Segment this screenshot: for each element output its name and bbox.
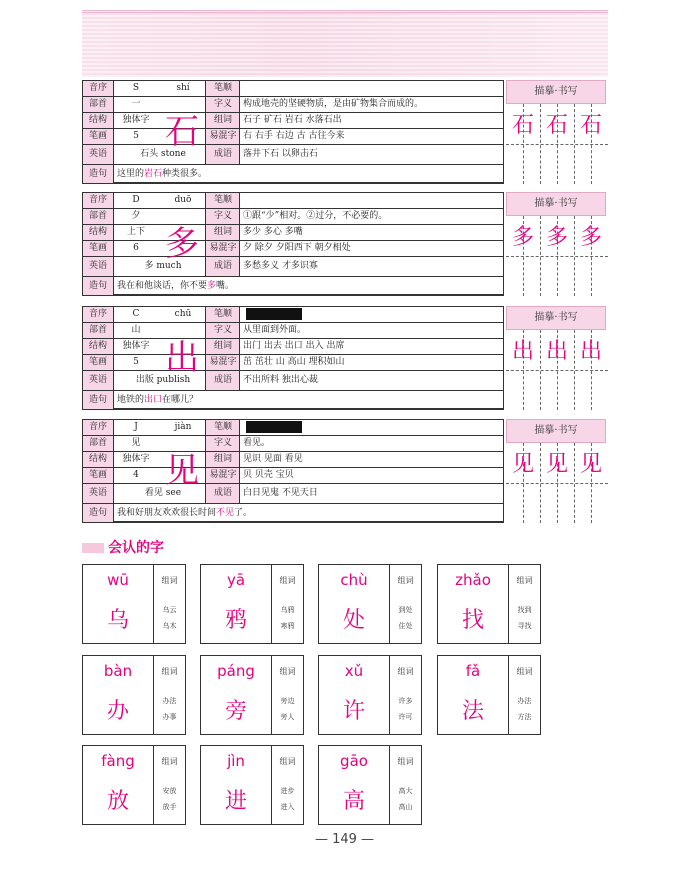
label-bishun: 笔顺 <box>205 307 240 322</box>
label-yinxu: 音序 <box>83 193 113 208</box>
char-info-table <box>82 80 504 184</box>
chengyu-value: 不出所料 独出心裁 <box>239 371 505 390</box>
bihua-value: 5 <box>113 355 155 370</box>
bushou-value: 夕 <box>113 209 155 224</box>
yingyu-value: 石头 stone <box>113 145 209 164</box>
zaoju-text-pre: 这里的 <box>117 169 145 179</box>
card-character: 办 <box>106 699 129 724</box>
label-yihunzi: 易混字 <box>205 241 240 256</box>
zuci-value: 见识 见面 看见 <box>239 452 505 467</box>
pinyin-value: shí <box>176 83 190 93</box>
card-word-2: 高山 <box>398 803 413 811</box>
label-jiegou: 结构 <box>83 113 113 128</box>
card-word-1: 进步 <box>280 787 295 795</box>
bushou-value: 见 <box>113 436 155 451</box>
trace-write-box <box>506 419 608 523</box>
char-block <box>82 80 608 184</box>
yinxu-value: J <box>113 420 155 435</box>
card-word-2: 许可 <box>398 713 413 721</box>
bihua-value: 4 <box>113 468 155 483</box>
card-word-1: 办法 <box>162 697 177 705</box>
card-pinyin: zhǎo <box>455 571 491 589</box>
label-zuci: 组词 <box>205 339 240 354</box>
label-zaoju: 造句 <box>83 277 113 295</box>
label-zaoju: 造句 <box>83 504 113 522</box>
label-bishun: 笔顺 <box>205 81 240 96</box>
recognize-card <box>437 655 541 735</box>
label-bishun: 笔顺 <box>205 420 240 435</box>
card-zuci-label: 组词 <box>397 757 414 766</box>
yihunzi-value: 夕 除夕 夕阳西下 朝夕相处 <box>239 241 505 256</box>
zaoju-sentence <box>113 391 505 409</box>
zaoju-text-pre: 地铁的 <box>117 395 145 405</box>
card-character: 法 <box>461 699 484 724</box>
card-pinyin: jìn <box>227 752 245 770</box>
trace-chars <box>506 445 608 519</box>
label-zaoju: 造句 <box>83 391 113 409</box>
trace-write-box <box>506 192 608 296</box>
card-zuci-label: 组词 <box>516 576 533 585</box>
card-pinyin: xǔ <box>344 662 364 680</box>
card-zuci-label: 组词 <box>279 667 296 676</box>
label-zuci: 组词 <box>205 452 240 467</box>
zaoju-text-pre: 我在和他谈话，你不要 <box>117 281 208 291</box>
jiegou-value: 独体字 <box>113 339 155 354</box>
card-word-2: 住处 <box>398 622 413 630</box>
label-yinxu: 音序 <box>83 420 113 435</box>
yinxu-value: D <box>113 193 155 208</box>
bushou-value: 山 <box>113 323 155 338</box>
recognize-card <box>82 745 186 825</box>
label-chengyu: 成语 <box>205 371 240 390</box>
card-zuci-label: 组词 <box>279 757 296 766</box>
zaoju-sentence <box>113 165 505 183</box>
redacted-box <box>246 308 302 320</box>
recognize-card <box>318 564 422 644</box>
label-chengyu: 成语 <box>205 145 240 164</box>
yingyu-value: 出版 publish <box>113 371 209 390</box>
trace-char: 多 <box>545 225 568 250</box>
trace-char: 见 <box>545 452 568 477</box>
trace-char: 见 <box>511 452 534 477</box>
big-character: 多 <box>165 224 199 264</box>
label-ziyi: 字义 <box>205 97 240 112</box>
zaoju-text-post: 种类很多。 <box>162 169 208 179</box>
card-word-2: 寒鸦 <box>280 622 295 630</box>
trace-title: 描摹·书写 <box>506 306 606 330</box>
chengyu-value: 落井下石 以卵击石 <box>239 145 505 164</box>
card-character: 放 <box>106 789 129 814</box>
recognize-card <box>200 745 304 825</box>
card-zuci-label: 组词 <box>161 757 178 766</box>
card-word-2: 乌木 <box>162 622 177 630</box>
redacted-box <box>246 421 302 433</box>
trace-char: 多 <box>579 225 602 250</box>
zuci-value: 出门 出去 出口 出入 出席 <box>239 339 505 354</box>
zaoju-sentence <box>113 504 505 522</box>
big-character: 石 <box>165 112 199 152</box>
yihunzi-value: 右 右手 右边 古 古往今来 <box>239 129 505 144</box>
label-ziyi: 字义 <box>205 209 240 224</box>
card-character: 旁 <box>224 699 247 724</box>
card-word-1: 高大 <box>398 787 413 795</box>
label-bushou: 部首 <box>83 436 113 451</box>
zaoju-text-post: 了。 <box>234 508 253 518</box>
jiegou-value: 独体字 <box>113 113 155 128</box>
card-word-1: 办法 <box>517 697 532 705</box>
trace-char: 见 <box>579 452 602 477</box>
card-pinyin: yā <box>226 571 246 589</box>
bishun-value <box>239 193 505 208</box>
ziyi-value: 构成地壳的坚硬物质，是由矿物集合而成的。 <box>239 97 505 112</box>
label-chengyu: 成语 <box>205 257 240 276</box>
recognize-card <box>318 655 422 735</box>
char-block <box>82 192 608 296</box>
trace-chars <box>506 332 608 406</box>
char-block <box>82 419 608 523</box>
bihua-value: 5 <box>113 129 155 144</box>
card-word-1: 许多 <box>398 697 413 705</box>
card-zuci-label: 组词 <box>397 667 414 676</box>
yihunzi-value: 茁 茁壮 山 高山 埋积如山 <box>239 355 505 370</box>
trace-char: 石 <box>545 113 568 138</box>
card-zuci-label: 组词 <box>161 667 178 676</box>
char-block <box>82 306 608 410</box>
char-info-table <box>82 306 504 410</box>
trace-title: 描摹·书写 <box>506 192 606 216</box>
jiegou-value: 上下 <box>113 225 155 240</box>
label-yinxu: 音序 <box>83 307 113 322</box>
yinxu-value: S <box>113 81 155 96</box>
recognize-card <box>82 564 186 644</box>
label-bihua: 笔画 <box>83 241 113 256</box>
pinyin-value: chū <box>174 309 192 319</box>
label-bushou: 部首 <box>83 97 113 112</box>
card-pinyin: gāo <box>340 752 368 770</box>
label-ziyi: 字义 <box>205 323 240 338</box>
card-pinyin: fǎ <box>465 662 481 680</box>
label-yingyu: 英语 <box>83 257 113 276</box>
card-word-2: 寻找 <box>517 622 532 630</box>
card-character: 找 <box>461 608 484 633</box>
card-character: 高 <box>342 789 365 814</box>
card-word-1: 到处 <box>398 606 413 614</box>
header-banner <box>82 10 608 77</box>
card-character: 鸦 <box>224 608 247 633</box>
jiegou-value: 独体字 <box>113 452 155 467</box>
recognize-card <box>200 655 304 735</box>
trace-title: 描摹·书写 <box>506 419 606 443</box>
recognize-card <box>318 745 422 825</box>
card-word-1: 找到 <box>517 606 532 614</box>
card-word-1: 乌鸦 <box>280 606 295 614</box>
label-yingyu: 英语 <box>83 145 113 164</box>
trace-write-box <box>506 306 608 410</box>
card-word-1: 安放 <box>162 787 177 795</box>
yinxu-value: C <box>113 307 155 322</box>
recognize-card <box>200 564 304 644</box>
card-pinyin: wū <box>107 571 129 589</box>
zaoju-text-post: 嘴。 <box>216 281 235 291</box>
label-yingyu: 英语 <box>83 371 113 390</box>
label-jiegou: 结构 <box>83 452 113 467</box>
label-yihunzi: 易混字 <box>205 355 240 370</box>
trace-chars <box>506 106 608 180</box>
label-ziyi: 字义 <box>205 436 240 451</box>
label-zaoju: 造句 <box>83 165 113 183</box>
trace-char: 石 <box>579 113 602 138</box>
trace-char: 出 <box>545 339 568 364</box>
chengyu-value: 多愁多义 才多识寡 <box>239 257 505 276</box>
label-bushou: 部首 <box>83 323 113 338</box>
bishun-value <box>239 420 505 435</box>
pinyin-value: jiàn <box>174 422 192 432</box>
card-word-2: 办事 <box>162 713 177 721</box>
card-pinyin: bàn <box>103 662 133 680</box>
label-bihua: 笔画 <box>83 468 113 483</box>
zaoju-highlight: 岩石 <box>144 169 163 179</box>
bihua-value: 6 <box>113 241 155 256</box>
label-zuci: 组词 <box>205 225 240 240</box>
bishun-value <box>239 307 505 322</box>
card-word-2: 进入 <box>280 803 295 811</box>
label-yihunzi: 易混字 <box>205 468 240 483</box>
label-yinxu: 音序 <box>83 81 113 96</box>
card-zuci-label: 组词 <box>161 576 178 585</box>
card-pinyin: fàng <box>101 752 135 770</box>
big-character: 见 <box>165 451 199 491</box>
recognize-card <box>437 564 541 644</box>
ziyi-value: 看见。 <box>239 436 505 451</box>
zaoju-highlight: 出口 <box>144 395 163 405</box>
bushou-value: 一 <box>113 97 155 112</box>
zuci-value: 多少 多心 多嘴 <box>239 225 505 240</box>
section-title-text: 会认的字 <box>108 540 164 556</box>
card-word-2: 放手 <box>162 803 177 811</box>
zaoju-highlight: 多 <box>207 281 217 291</box>
chengyu-value: 白日见鬼 不见天日 <box>239 484 505 503</box>
label-yihunzi: 易混字 <box>205 129 240 144</box>
recognize-card <box>82 655 186 735</box>
pinyin-value: duō <box>174 195 192 205</box>
card-character: 乌 <box>106 608 129 633</box>
trace-char: 石 <box>511 113 534 138</box>
ziyi-value: 从里面到外面。 <box>239 323 505 338</box>
trace-char: 多 <box>511 225 534 250</box>
zaoju-sentence <box>113 277 505 295</box>
label-jiegou: 结构 <box>83 339 113 354</box>
big-character: 出 <box>165 338 199 378</box>
page-number: — 149 — <box>314 832 375 847</box>
label-bihua: 笔画 <box>83 129 113 144</box>
ziyi-value: ①跟“少”相对。②过分，不必要的。 <box>239 209 505 224</box>
card-zuci-label: 组词 <box>397 576 414 585</box>
yingyu-value: 多 much <box>113 257 209 276</box>
label-yingyu: 英语 <box>83 484 113 503</box>
section-marker <box>82 543 104 553</box>
trace-title: 描摹·书写 <box>506 80 606 104</box>
label-zuci: 组词 <box>205 113 240 128</box>
trace-char: 出 <box>511 339 534 364</box>
char-info-table <box>82 419 504 523</box>
yihunzi-value: 贝 贝壳 宝贝 <box>239 468 505 483</box>
trace-write-box <box>506 80 608 184</box>
card-pinyin: chù <box>340 571 368 589</box>
card-zuci-label: 组词 <box>279 576 296 585</box>
card-word-1: 乌云 <box>162 606 177 614</box>
trace-chars <box>506 218 608 292</box>
card-character: 处 <box>342 608 365 633</box>
char-info-table <box>82 192 504 296</box>
zaoju-text-post: 在哪儿？ <box>162 395 199 405</box>
card-character: 许 <box>342 699 365 724</box>
zuci-value: 石子 矿石 岩石 水落石出 <box>239 113 505 128</box>
card-word-2: 方法 <box>517 713 532 721</box>
zaoju-text-pre: 我和好朋友欢欢很长时间 <box>117 508 217 518</box>
trace-char: 出 <box>579 339 602 364</box>
label-bishun: 笔顺 <box>205 193 240 208</box>
label-bihua: 笔画 <box>83 355 113 370</box>
card-character: 进 <box>224 789 247 814</box>
label-bushou: 部首 <box>83 209 113 224</box>
zaoju-highlight: 不见 <box>216 508 235 518</box>
label-chengyu: 成语 <box>205 484 240 503</box>
label-jiegou: 结构 <box>83 225 113 240</box>
card-pinyin: páng <box>217 662 255 680</box>
card-word-2: 旁人 <box>280 713 295 721</box>
card-word-1: 旁边 <box>280 697 295 705</box>
yingyu-value: 看见 see <box>113 484 209 503</box>
bishun-value <box>239 81 505 96</box>
card-zuci-label: 组词 <box>516 667 533 676</box>
section-title <box>82 537 164 557</box>
